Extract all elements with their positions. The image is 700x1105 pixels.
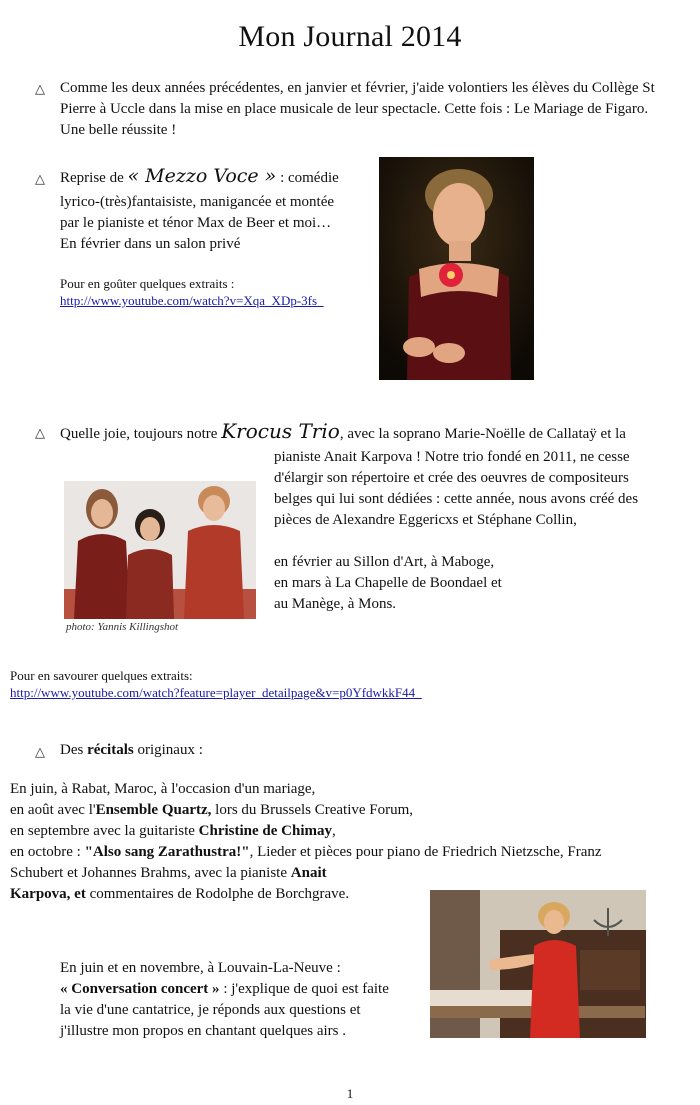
section-recitals-header	[60, 740, 203, 761]
section-krocus-body	[274, 447, 694, 615]
page-number: 1	[346, 1086, 354, 1101]
paragraph-text: en août avec l'	[10, 802, 96, 818]
paragraph-text: en octobre :	[10, 844, 85, 860]
paragraph-line: En février dans un salon privé	[60, 236, 241, 252]
section-college	[60, 78, 690, 141]
triangle-bullet-icon: △	[35, 425, 45, 440]
triangle-bullet-icon: △	[35, 171, 45, 186]
youtube-link[interactable]: http://www.youtube.com/watch?v=Xqa_XDp-3fs_	[60, 293, 324, 308]
concert-line: en février au Sillon d'Art, à Maboge,	[274, 554, 495, 570]
paragraph-line: En juin, à Rabat, Maroc, à l'occasion d'un mariage,	[10, 781, 316, 797]
paragraph-text: , avec la soprano Marie-Noëlle de Callataÿ et la	[339, 426, 626, 442]
paragraph-line	[10, 842, 700, 863]
paragraph-line: Comme les deux années précédentes, en janvier et février, j'aide volontiers les élèves du Collège St	[60, 80, 655, 96]
trio-photo	[64, 481, 256, 619]
concert-line: en mars à La Chapelle de Boondael et	[274, 575, 502, 591]
section-conversation-concert	[60, 958, 420, 1042]
bold-text: récitals	[87, 742, 134, 758]
paragraph-text: , Lieder et pièces pour piano de Friedrich Nietzsche, Franz	[249, 844, 602, 860]
paragraph-text: Quelle joie, toujours notre	[60, 426, 218, 442]
paragraph-line: la vie d'une cantatrice, je réponds aux questions et	[60, 1002, 361, 1018]
photo-credit: photo: Yannis Killingshot	[66, 621, 179, 633]
paragraph-text: lors du Brussels Creative Forum,	[211, 802, 414, 818]
paragraph-line: lyrico-(très)fantaisiste, manigancée et montée	[60, 194, 335, 210]
paragraph-line	[60, 979, 420, 1000]
conversation-concert-photo	[430, 890, 646, 1038]
concert-line: au Manège, à Mons.	[274, 596, 397, 612]
section-mezzo-voce	[60, 166, 370, 255]
triangle-bullet-icon: △	[35, 744, 45, 759]
page-title: Mon Journal 2014	[238, 20, 462, 53]
bold-text: Anait	[290, 865, 327, 881]
paragraph-text: Reprise de	[60, 170, 124, 186]
paragraph-line: pianiste Anait Karpova ! Notre trio fondé en 2011, ne cesse	[274, 449, 630, 465]
paragraph-line: d'élargir son répertoire et crée des oeuvres de compositeurs	[274, 470, 629, 486]
paragraph-text: originaux :	[133, 742, 203, 758]
section-krocus-header	[60, 421, 700, 445]
paragraph-line	[10, 821, 700, 842]
bold-text: « Conversation concert »	[60, 981, 220, 997]
paragraph-line: En juin et en novembre, à Louvain-La-Neuve :	[60, 960, 341, 976]
show-title: « Mezzo Voce »	[127, 165, 277, 187]
paragraph-line: pièces de Alexandre Eggericxs et Stéphane Collin,	[274, 512, 577, 528]
triangle-bullet-icon: △	[35, 81, 45, 96]
bold-text: Karpova, et	[10, 886, 86, 902]
paragraph-line	[10, 800, 700, 821]
paragraph-line: j'illustre mon propos en chantant quelques airs .	[60, 1023, 346, 1039]
paragraph-text: : j'explique de quoi est faite	[219, 981, 389, 997]
paragraph-text: Schubert et Johannes Brahms, avec la pianiste	[10, 865, 291, 881]
bold-text: Ensemble Quartz,	[95, 802, 212, 818]
paragraph-text: commentaires de Rodolphe de Borchgrave.	[85, 886, 350, 902]
extract-label: Pour en savourer quelques extraits:	[10, 668, 193, 683]
singer-photo	[379, 157, 534, 380]
extract-label: Pour en goûter quelques extraits :	[60, 276, 235, 291]
paragraph-text: : comédie	[276, 170, 339, 186]
section-recitals-body	[10, 779, 700, 905]
paragraph-line: par le pianiste et ténor Max de Beer et moi…	[60, 215, 332, 231]
bold-text: Christine de Chimay	[198, 823, 333, 839]
paragraph-line: Pierre à Uccle dans la mise en place musicale de leur spectacle. Cette fois : Le Mariage de Figaro.	[60, 101, 649, 117]
paragraph-text: en septembre avec la guitariste	[10, 823, 199, 839]
youtube-link[interactable]: http://www.youtube.com/watch?feature=player_detailpage&v=p0YfdwkkF44_	[10, 685, 422, 700]
paragraph-text: ,	[332, 823, 336, 839]
paragraph-line	[10, 863, 700, 884]
paragraph-line: Une belle réussite !	[60, 122, 177, 138]
trio-name: Krocus Trio	[221, 419, 340, 443]
bold-text: "Also sang Zarathustra!"	[84, 844, 250, 860]
paragraph-line: belges qui lui sont dédiées : cette année, nous avons créé des	[274, 491, 639, 507]
paragraph-text: Des	[60, 742, 84, 758]
